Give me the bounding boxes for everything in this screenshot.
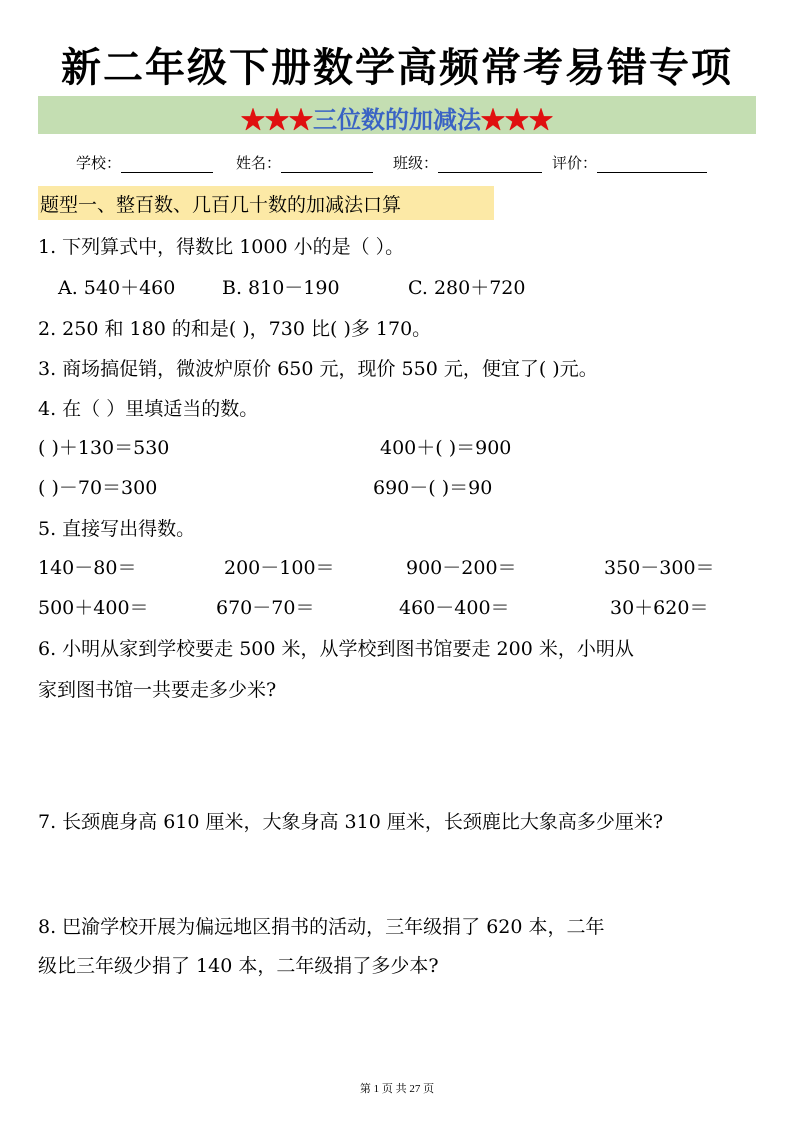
class-blank[interactable] bbox=[438, 156, 542, 173]
stars-left: ★★★ bbox=[241, 105, 313, 134]
q5-item: 900－200＝ bbox=[406, 557, 517, 579]
q5-text: 5. 直接写出得数。 bbox=[38, 518, 196, 540]
school-field bbox=[76, 152, 213, 173]
school-blank[interactable] bbox=[121, 156, 213, 173]
name-field bbox=[236, 152, 373, 173]
q4-text: 4. 在（ ）里填适当的数。 bbox=[38, 398, 259, 420]
rating-blank[interactable] bbox=[597, 156, 707, 173]
q1-option-b: B. 810－190 bbox=[222, 277, 340, 299]
q8-line2: 级比三年级少捐了 140 本，二年级捐了多少本? bbox=[38, 955, 439, 977]
q2-text: 2. 250 和 180 的和是( )，730 比( )多 170。 bbox=[38, 318, 432, 340]
q8-line1: 8. 巴渝学校开展为偏远地区捐书的活动，三年级捐了 620 本，二年 bbox=[38, 916, 605, 938]
name-blank[interactable] bbox=[281, 156, 373, 173]
rating-label: 评价： bbox=[552, 154, 598, 172]
q1-option-c: C. 280＋720 bbox=[408, 277, 526, 299]
q4-r2a: ( )－70＝300 bbox=[38, 477, 158, 499]
topic-banner bbox=[38, 96, 756, 134]
q4-r1b: 400＋( )＝900 bbox=[380, 437, 512, 459]
class-label: 班级： bbox=[393, 154, 439, 172]
q4-r2b: 690－( )＝90 bbox=[373, 477, 493, 499]
section-heading-text: 题型一、整百数、几百几十数的加减法口算 bbox=[40, 194, 402, 216]
page-title: 新二年级下册数学高频常考易错专项 bbox=[61, 45, 733, 91]
q4-r1a: ( )＋130＝530 bbox=[38, 437, 170, 459]
q5-item: 350－300＝ bbox=[604, 557, 715, 579]
q5-item: 140－80＝ bbox=[38, 557, 137, 579]
topic-title: 三位数的加减法 bbox=[313, 105, 481, 134]
q1-option-a: A. 540＋460 bbox=[58, 277, 176, 299]
rating-field bbox=[552, 152, 707, 173]
q5-item: 200－100＝ bbox=[224, 557, 335, 579]
q7-text: 7. 长颈鹿身高 610 厘米，大象身高 310 厘米，长颈鹿比大象高多少厘米? bbox=[38, 811, 664, 833]
q5-item: 670－70＝ bbox=[216, 597, 315, 619]
q6-line2: 家到图书馆一共要走多少米? bbox=[38, 679, 277, 701]
section-heading bbox=[38, 186, 494, 220]
q5-item: 460－400＝ bbox=[399, 597, 510, 619]
q5-item: 30＋620＝ bbox=[610, 597, 709, 619]
stars-right: ★★★ bbox=[481, 105, 553, 134]
q5-item: 500＋400＝ bbox=[38, 597, 149, 619]
school-label: 学校： bbox=[76, 154, 122, 172]
name-label: 姓名： bbox=[236, 154, 282, 172]
q1-text: 1. 下列算式中，得数比 1000 小的是（ ）。 bbox=[38, 236, 405, 258]
q3-text: 3. 商场搞促销，微波炉原价 650 元，现价 550 元，便宜了( )元。 bbox=[38, 358, 598, 380]
class-field bbox=[393, 152, 542, 173]
page-footer: 第 1 页 共 27 页 bbox=[359, 1083, 435, 1095]
q6-line1: 6. 小明从家到学校要走 500 米，从学校到图书馆要走 200 米，小明从 bbox=[38, 638, 634, 660]
